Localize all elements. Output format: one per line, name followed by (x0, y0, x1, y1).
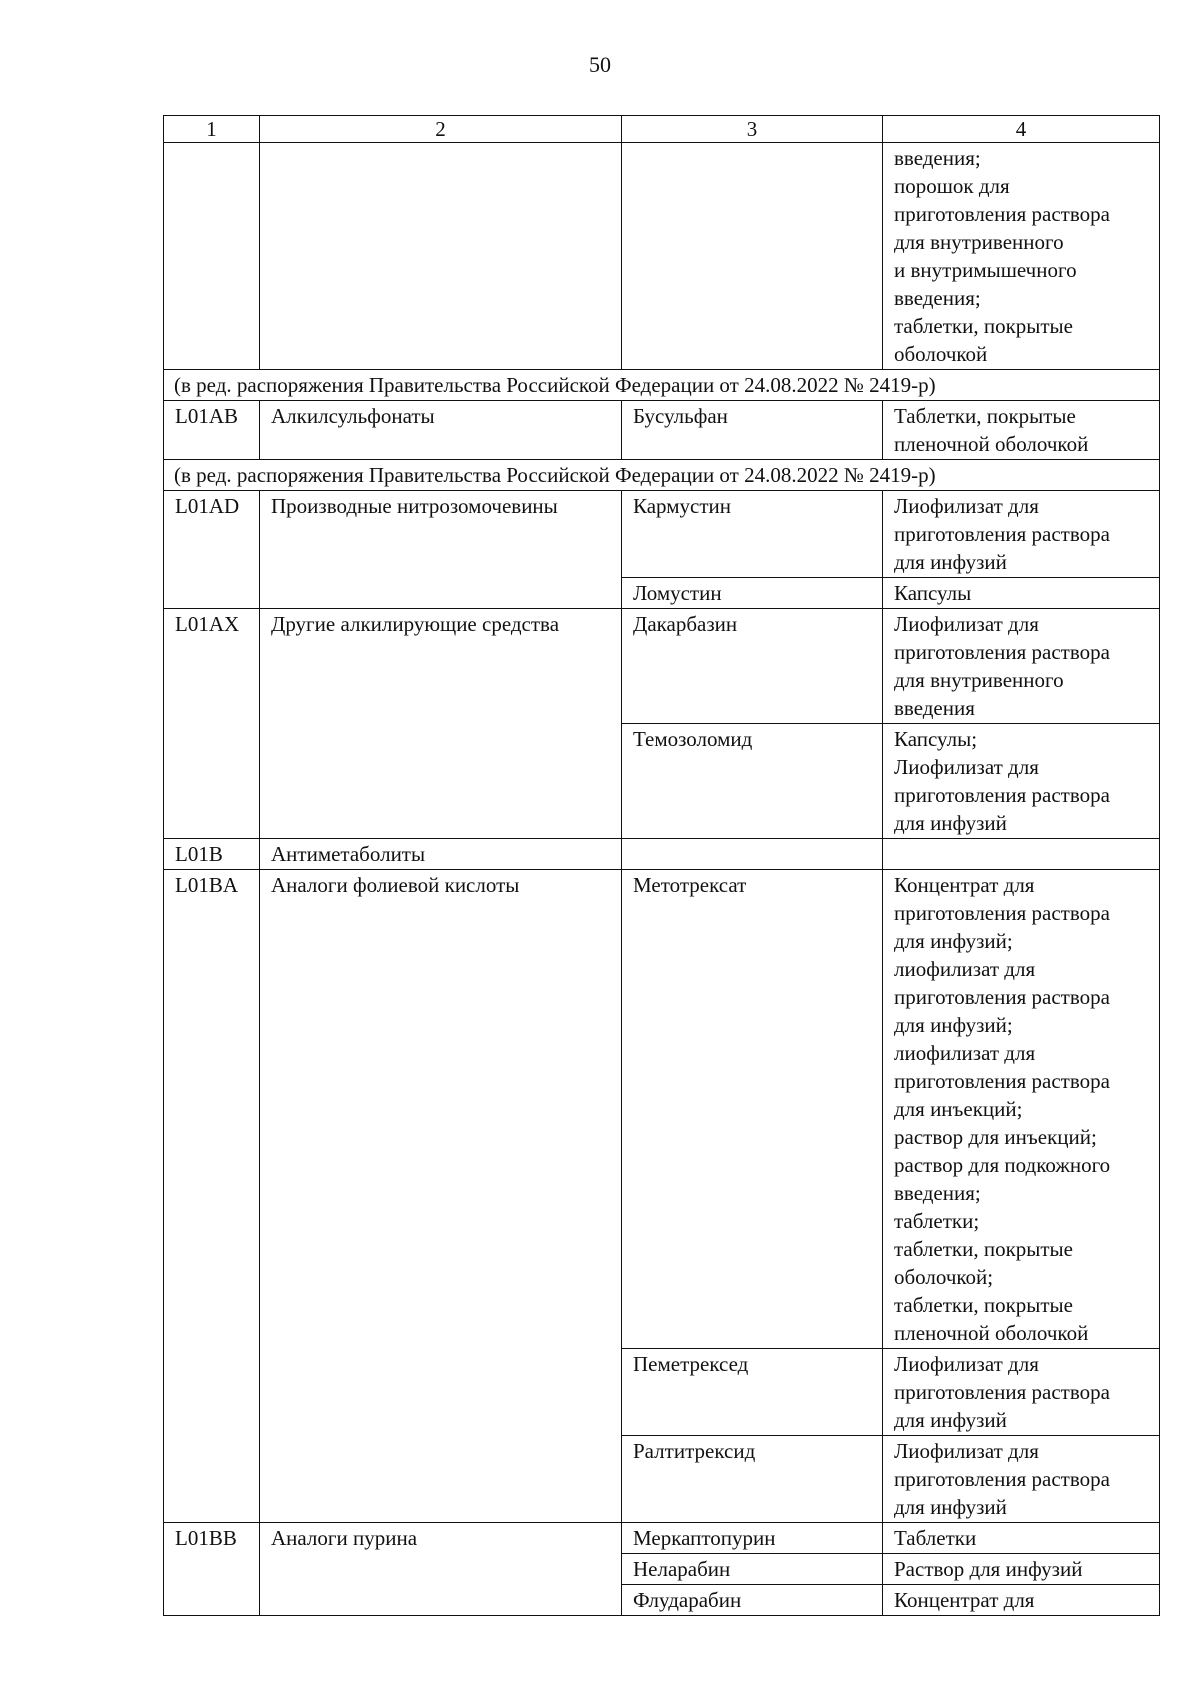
code-cell: L01AX (164, 609, 260, 839)
form-cell: Лиофилизат для приготовления раствора для инфузий (883, 491, 1160, 578)
header-cell: 1 (164, 116, 260, 143)
drug-cell: Неларабин (622, 1554, 883, 1585)
drug-cell: Кармустин (622, 491, 883, 578)
form-cell: Раствор для инфузий (883, 1554, 1160, 1585)
drug-table (163, 115, 1160, 1616)
header-cell: 2 (260, 116, 622, 143)
code-cell (164, 143, 260, 370)
group-cell (260, 143, 622, 370)
group-cell: Алкилсульфонаты (260, 401, 622, 460)
drug-cell: Ломустин (622, 578, 883, 609)
group-cell: Аналоги пурина (260, 1523, 622, 1616)
drug-cell (622, 839, 883, 870)
table-row (164, 609, 1160, 724)
group-cell: Производные нитрозомочевины (260, 491, 622, 609)
form-cell: Лиофилизат для приготовления раствора для инфузий (883, 1349, 1160, 1436)
form-cell: Капсулы; Лиофилизат для приготовления раствора для инфузий (883, 724, 1160, 839)
header-cell: 4 (883, 116, 1160, 143)
amendment-row (164, 370, 1160, 401)
drug-cell: Метотрексат (622, 870, 883, 1349)
form-cell: Концентрат для приготовления раствора для инфузий; лиофилизат для приготовления раствора для инфузий; лиофилизат для приготовления раствора для инъекций; раствор для инъекций; раствор для подкожного введения; таблетки; таблетки, покрытые оболочкой; таблетки, покрытые пленочной оболочкой (883, 870, 1160, 1349)
code-cell: L01AB (164, 401, 260, 460)
table-row (164, 143, 1160, 370)
code-cell: L01B (164, 839, 260, 870)
header-cell: 3 (622, 116, 883, 143)
group-cell: Другие алкилирующие средства (260, 609, 622, 839)
amendment-note: (в ред. распоряжения Правительства Российской Федерации от 24.08.2022 № 2419-р) (164, 460, 1160, 491)
code-cell: L01BA (164, 870, 260, 1523)
table-row (164, 401, 1160, 460)
table-row (164, 1523, 1160, 1554)
form-cell: введения; порошок для приготовления раствора для внутривенного и внутримышечного введения; таблетки, покрытые оболочкой (883, 143, 1160, 370)
table-header-row (164, 116, 1160, 143)
drug-cell: Меркаптопурин (622, 1523, 883, 1554)
table-row (164, 839, 1160, 870)
form-cell: Таблетки (883, 1523, 1160, 1554)
amendment-row (164, 460, 1160, 491)
form-cell: Лиофилизат для приготовления раствора для внутривенного введения (883, 609, 1160, 724)
drug-cell: Бусульфан (622, 401, 883, 460)
form-cell: Таблетки, покрытые пленочной оболочкой (883, 401, 1160, 460)
amendment-note: (в ред. распоряжения Правительства Российской Федерации от 24.08.2022 № 2419-р) (164, 370, 1160, 401)
page-number: 50 (589, 52, 611, 77)
form-cell: Лиофилизат для приготовления раствора для инфузий (883, 1436, 1160, 1523)
group-cell: Аналоги фолиевой кислоты (260, 870, 622, 1523)
form-cell: Концентрат для (883, 1585, 1160, 1616)
table-row (164, 870, 1160, 1349)
form-cell: Капсулы (883, 578, 1160, 609)
drug-cell (622, 143, 883, 370)
drug-cell: Пеметрексед (622, 1349, 883, 1436)
drug-cell: Ралтитрексид (622, 1436, 883, 1523)
code-cell: L01BB (164, 1523, 260, 1616)
drug-cell: Темозоломид (622, 724, 883, 839)
code-cell: L01AD (164, 491, 260, 609)
drug-cell: Флударабин (622, 1585, 883, 1616)
table-row (164, 491, 1160, 578)
form-cell (883, 839, 1160, 870)
drug-cell: Дакарбазин (622, 609, 883, 724)
group-cell: Антиметаболиты (260, 839, 622, 870)
